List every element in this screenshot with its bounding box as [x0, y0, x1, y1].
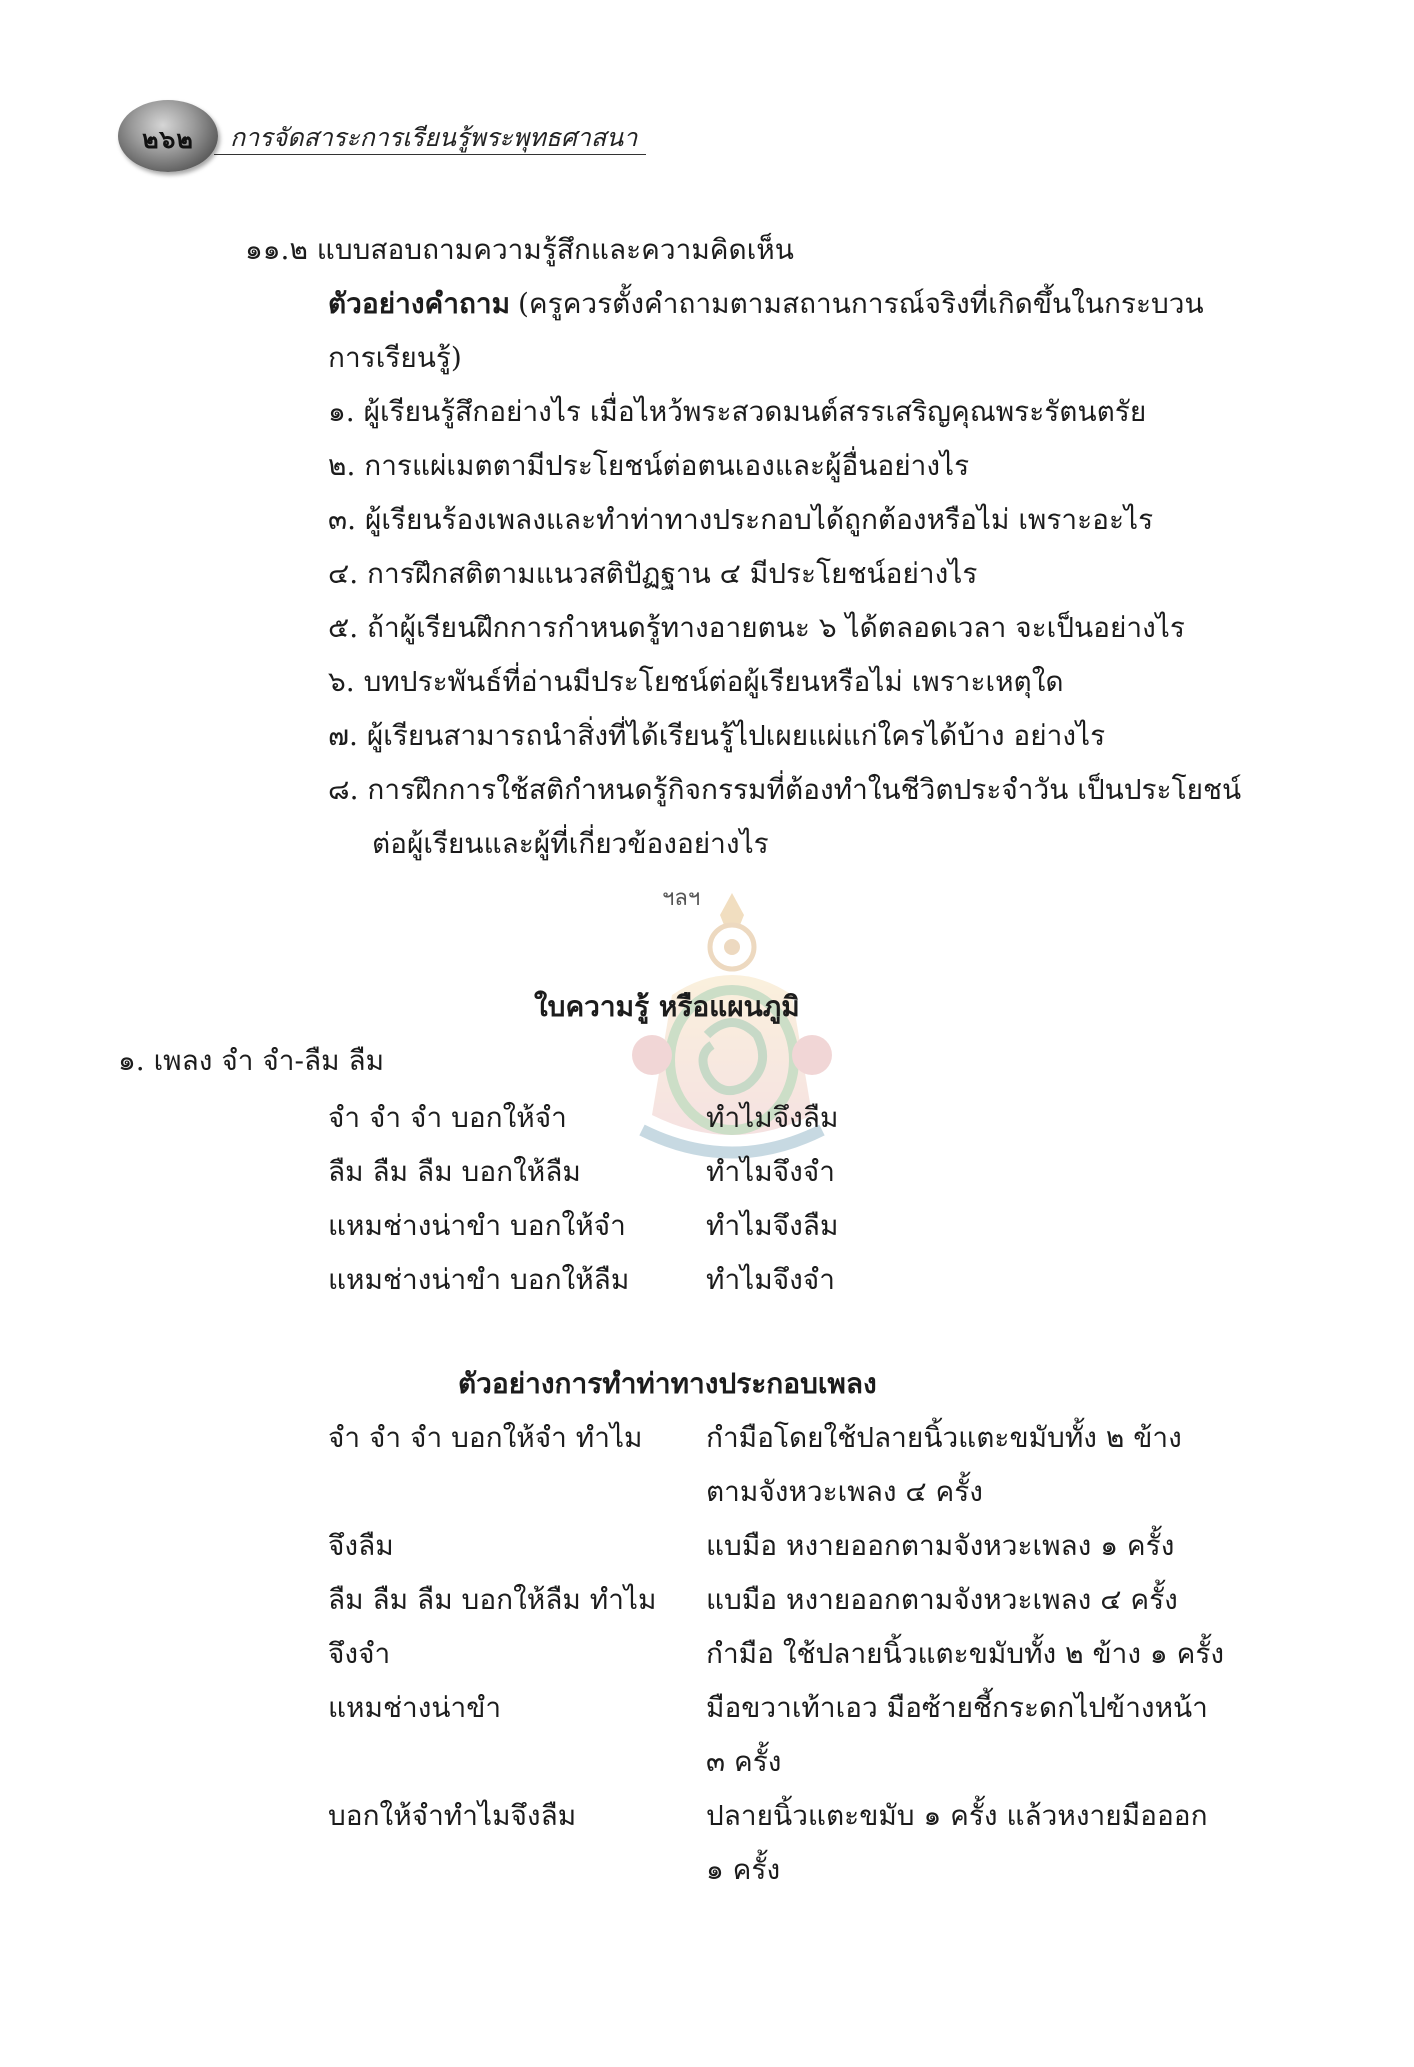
- question-item: ๕. ถ้าผู้เรียนฝึกการกำหนดรู้ทางอายตนะ ๖ ได้ตลอดเวลา จะเป็นอย่างไร: [328, 611, 1185, 644]
- page-header: [118, 100, 648, 172]
- gesture-description: ตามจังหวะเพลง ๔ ครั้ง: [706, 1475, 983, 1508]
- lyric-left: แหมช่างน่าขำ บอกให้ลืม: [328, 1263, 630, 1296]
- gesture-description: แบมือ หงายออกตามจังหวะเพลง ๑ ครั้ง: [706, 1529, 1175, 1562]
- lyric-right: ทำไมจึงลืม: [706, 1209, 839, 1242]
- question-item: ๓. ผู้เรียนร้องเพลงและทำท่าทางประกอบได้ถูกต้องหรือไม่ เพราะอะไร: [328, 503, 1154, 536]
- gesture-description: แบมือ หงายออกตามจังหวะเพลง ๔ ครั้ง: [706, 1583, 1178, 1616]
- gesture-description: ๓ ครั้ง: [706, 1745, 782, 1778]
- example-label: ตัวอย่างคำถาม: [328, 287, 511, 320]
- gesture-lyric: จึงลืม: [328, 1529, 394, 1562]
- lyric-right: ทำไมจึงจำ: [706, 1263, 835, 1296]
- question-item: ๗. ผู้เรียนสามารถนำสิ่งที่ได้เรียนรู้ไปเผยแผ่แก่ใครได้บ้าง อย่างไร: [328, 719, 1106, 752]
- question-item: ๔. การฝึกสติตามแนวสติปัฏฐาน ๔ มีประโยชน์อย่างไร: [328, 557, 978, 590]
- knowledge-sheet-title: ใบความรู้ หรือแผนภูมิ: [534, 990, 800, 1023]
- lyric-left: แหมช่างน่าขำ บอกให้จำ: [328, 1209, 626, 1242]
- gestures-title: ตัวอย่างการทำท่าทางประกอบเพลง: [458, 1367, 877, 1400]
- example-note-line-2: การเรียนรู้): [328, 341, 462, 374]
- lyric-left: จำ จำ จำ บอกให้จำ: [328, 1101, 567, 1134]
- header-divider: [214, 154, 646, 155]
- gesture-lyric: ลืม ลืม ลืม บอกให้ลืม ทำไม: [328, 1583, 657, 1616]
- gesture-description: ปลายนิ้วแตะขมับ ๑ ครั้ง แล้วหงายมือออก: [706, 1799, 1208, 1832]
- question-item: ๘. การฝึกการใช้สติกำหนดรู้กิจกรรมที่ต้องทำในชีวิตประจำวัน เป็นประโยชน์: [328, 773, 1242, 806]
- question-item: ๑. ผู้เรียนรู้สึกอย่างไร เมื่อไหว้พระสวดมนต์สรรเสริญคุณพระรัตนตรัย: [328, 395, 1147, 428]
- etc-mark: ฯลฯ: [662, 886, 701, 911]
- lyric-right: ทำไมจึงลืม: [706, 1101, 839, 1134]
- gesture-lyric: จึงจำ: [328, 1637, 391, 1670]
- gesture-description: ๑ ครั้ง: [706, 1853, 781, 1886]
- question-item-continued: ต่อผู้เรียนและผู้ที่เกี่ยวข้องอย่างไร: [372, 827, 769, 860]
- gesture-description: กำมือ ใช้ปลายนิ้วแตะขมับทั้ง ๒ ข้าง ๑ ครั้ง: [706, 1637, 1225, 1670]
- gesture-description: กำมือโดยใช้ปลายนิ้วแตะขมับทั้ง ๒ ข้าง: [706, 1421, 1182, 1454]
- lyric-left: ลืม ลืม ลืม บอกให้ลืม: [328, 1155, 581, 1188]
- question-item: ๖. บทประพันธ์ที่อ่านมีประโยชน์ต่อผู้เรียนหรือไม่ เพราะเหตุใด: [328, 665, 1064, 698]
- question-item: ๒. การแผ่เมตตามีประโยชน์ต่อตนเองและผู้อื่นอย่างไร: [328, 449, 970, 482]
- gesture-lyric: จำ จำ จำ บอกให้จำ ทำไม: [328, 1421, 643, 1454]
- example-note-line-1: (ครูควรตั้งคำถามตามสถานการณ์จริงที่เกิดขึ้นในกระบวน: [518, 287, 1204, 320]
- gesture-description: มือขวาเท้าเอว มือซ้ายชี้กระดกไปข้างหน้า: [706, 1691, 1208, 1724]
- song-heading: ๑. เพลง จำ จำ-ลืม ลืม: [118, 1044, 385, 1077]
- gesture-lyric: แหมช่างน่าขำ: [328, 1691, 502, 1724]
- section-heading: ๑๑.๒ แบบสอบถามความรู้สึกและความคิดเห็น: [245, 233, 794, 266]
- page-number: ๒๖๒: [142, 125, 194, 154]
- gesture-lyric: บอกให้จำทำไมจึงลืม: [328, 1799, 577, 1832]
- running-title: การจัดสาระการเรียนรู้พระพุทธศาสนา: [230, 123, 638, 152]
- lyric-right: ทำไมจึงจำ: [706, 1155, 835, 1188]
